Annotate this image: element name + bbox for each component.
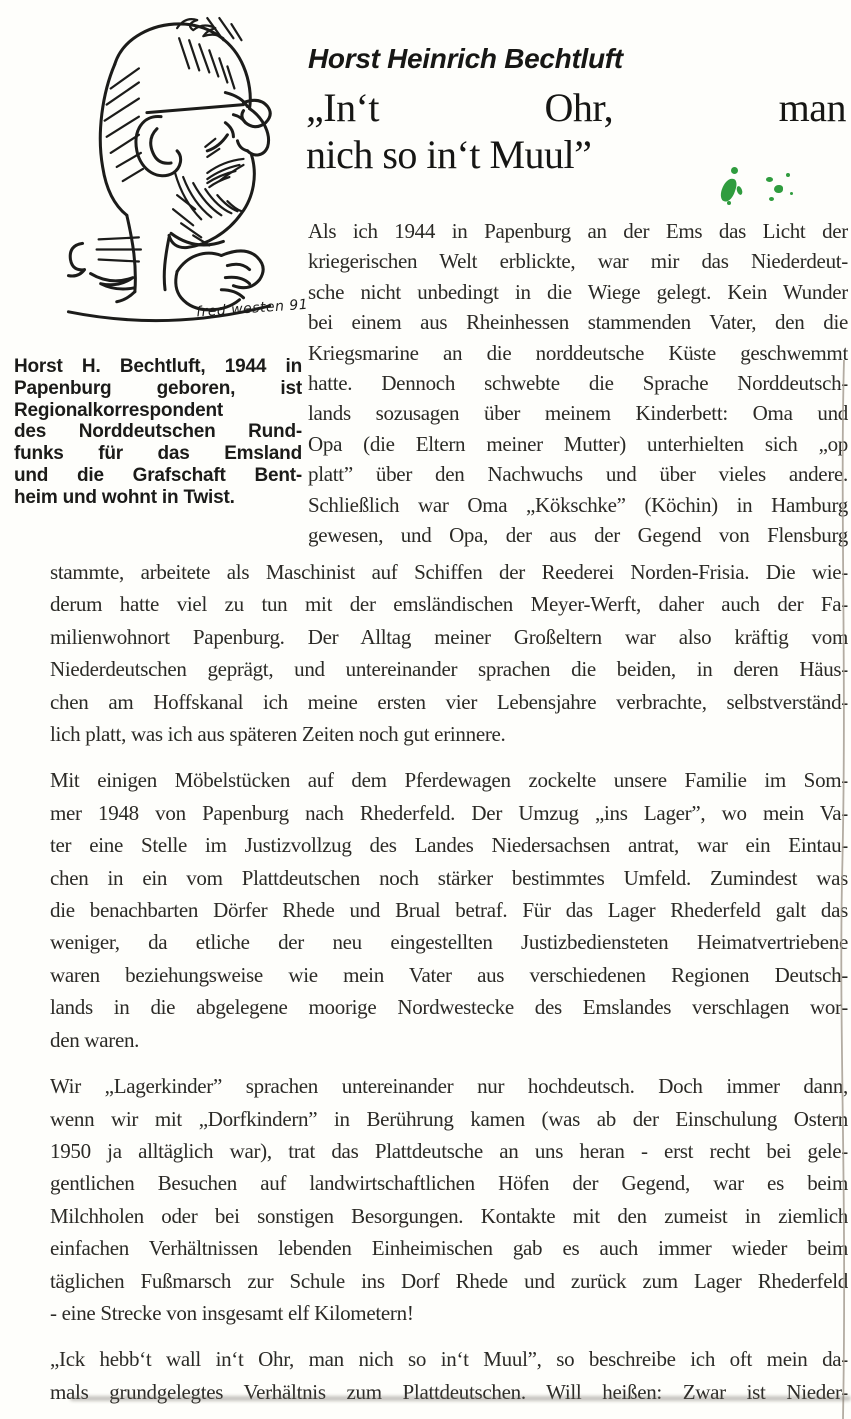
text-line: „Ick hebb‘t wall in‘t Ohr, man nich so in‘t Muul”, so beschreibe ich oft mein da- bbox=[50, 1347, 848, 1372]
text-line: chen in ein vom Plattdeutschen noch stärker bestimmtes Umfeld. Zumindest was bbox=[50, 865, 848, 890]
green-speck bbox=[774, 185, 783, 193]
text-line: kriegerischen Welt erblickte, war mir das Niederdeut- bbox=[308, 249, 848, 274]
text-line: - eine Strecke von insgesamt elf Kilometern! bbox=[50, 1300, 414, 1325]
green-speck bbox=[790, 192, 793, 195]
text-line: 1950 ja alltäglich war), trat das Plattdeutsche an uns heran - erst recht bei gele- bbox=[50, 1138, 848, 1163]
text-line: einfachen Verhältnissen lebenden Einheimischen gab es auch immer wieder beim bbox=[50, 1236, 848, 1261]
green-speck bbox=[731, 167, 738, 174]
text-line: lands in die abgelegene moorige Nordwestecke des Emslandes verschlagen wor- bbox=[50, 995, 848, 1020]
text-line: sche nicht unbedingt in die Wiege gelegt. Kein Wunder bbox=[308, 279, 848, 304]
text-line: derum hatte viel zu tun mit der emsländischen Meyer-Werft, daher auch der Fa- bbox=[50, 592, 848, 617]
article-title bbox=[306, 84, 846, 178]
text-line: Milchholen oder bei sonstigen Besorgungen. Kontakte mit den zumeist in ziemlich bbox=[50, 1203, 848, 1228]
text-line: gewesen, und Opa, der aus der Gegend von Flensburg bbox=[308, 523, 848, 548]
text-line: chen am Hoffskanal ich meine ersten vier Lebensjahre verbrachte, selbstverständ- bbox=[50, 689, 848, 714]
page-edge-scan-line bbox=[838, 360, 850, 1419]
text-line: täglichen Fußmarsch zur Schule ins Dorf Rhede und zurück zum Lager Rhederfeld bbox=[50, 1268, 848, 1293]
text-line: stammte, arbeitete als Maschinist auf Schiffen der Reederei Norden-Frisia. Die wie- bbox=[50, 560, 848, 584]
text-line: gentlichen Besuchen auf landwirtschaftlichen Höfen der Gegend, war es beim bbox=[50, 1171, 848, 1196]
text-line: Horst H. Bechtluft, 1944 in bbox=[14, 356, 302, 377]
text-line: Niederdeutschen geprägt, und untereinander sprachen die beiden, in deren Häus- bbox=[50, 657, 848, 682]
text-line: weniger, da etliche der neu eingestellten Justizbediensteten Heimatvertriebene bbox=[50, 930, 848, 955]
green-speck bbox=[786, 173, 790, 177]
text-line: Schließlich war Oma „Kökschke” (Köchin) in Hamburg bbox=[308, 492, 848, 517]
text-line: lich platt, was ich aus späteren Zeiten noch gut erinnere. bbox=[50, 722, 506, 747]
text-line: Als ich 1944 in Papenburg an der Ems das Licht der bbox=[308, 219, 848, 243]
text-line: Kriegsmarine an die norddeutsche Küste geschwemmt bbox=[308, 340, 848, 365]
text-line: die benachbarten Dörfer Rhede und Brual betraf. Für das Lager Rhederfeld galt das bbox=[50, 898, 848, 923]
text-line: waren beziehungsweise wie mein Vater aus verschiedenen Regionen Deutsch- bbox=[50, 962, 848, 987]
artist-signature: fred westen 91 bbox=[195, 296, 309, 321]
green-speck bbox=[769, 197, 774, 201]
green-speck bbox=[719, 177, 739, 204]
author-heading: Horst Heinrich Bechtluft bbox=[308, 42, 623, 74]
green-speck bbox=[766, 177, 773, 182]
text-line: den waren. bbox=[50, 1027, 140, 1052]
text-line: milienwohnort Papenburg. Der Alltag meiner Großeltern war also kräftig vom bbox=[50, 624, 848, 649]
text-line: Opa (die Eltern meiner Mutter) unterhielten sich „op bbox=[308, 431, 848, 456]
text-line: hatte. Dennoch schwebte die Sprache Norddeutsch- bbox=[308, 371, 848, 396]
text-line: Regionalkorrespondent bbox=[14, 399, 224, 421]
text-line: Wir „Lagerkinder” sprachen untereinander nur hochdeutsch. Doch immer dann, bbox=[50, 1074, 848, 1099]
text-line: funks für das Emsland bbox=[14, 443, 302, 465]
green-speck bbox=[736, 185, 744, 195]
portrait-caption bbox=[14, 356, 302, 509]
text-line: ter eine Stelle im Justizvollzug des Landes Niedersachsen antrat, war ein Eintau- bbox=[50, 833, 848, 858]
paragraph bbox=[50, 764, 848, 1056]
text-line: mer 1948 von Papenburg nach Rhederfeld. Der Umzug „ins Lager”, wo mein Va- bbox=[50, 800, 848, 825]
bottom-scan-smear bbox=[70, 1396, 851, 1401]
body-text bbox=[50, 556, 848, 1408]
text-line: mals grundgelegtes Verhältnis zum Plattdeutschen. Will heißen: Zwar ist Nieder- bbox=[50, 1379, 848, 1404]
text-line: „In‘t Ohr, man bbox=[306, 85, 846, 130]
text-line: wenn wir mit „Dorfkindern” in Berührung kamen (was ab der Einschulung Ostern bbox=[50, 1106, 848, 1131]
green-speck bbox=[727, 201, 731, 205]
text-line: heim und wohnt in Twist. bbox=[14, 486, 235, 508]
text-line: Mit einigen Möbelstücken auf dem Pferdewagen zockelte unsere Familie im Som- bbox=[50, 768, 848, 793]
intro-paragraph bbox=[308, 216, 848, 550]
text-line: und die Grafschaft Bent- bbox=[14, 464, 302, 486]
paragraph bbox=[50, 1070, 848, 1329]
caricature-drawing bbox=[28, 4, 292, 340]
text-line: nich so in‘t Muul” bbox=[306, 132, 592, 177]
text-line: platt” über den Nachwuchs und über vieles andere. bbox=[308, 462, 848, 487]
text-line: Papenburg geboren, ist bbox=[14, 377, 302, 399]
caricature-portrait bbox=[28, 4, 309, 340]
paragraph bbox=[50, 556, 848, 750]
text-line: bei einem aus Rheinhessen stammenden Vater, den die bbox=[308, 310, 848, 335]
text-line: des Norddeutschen Rund- bbox=[14, 421, 302, 443]
text-line: lands sozusagen über meinem Kinderbett: Oma und bbox=[308, 401, 848, 426]
